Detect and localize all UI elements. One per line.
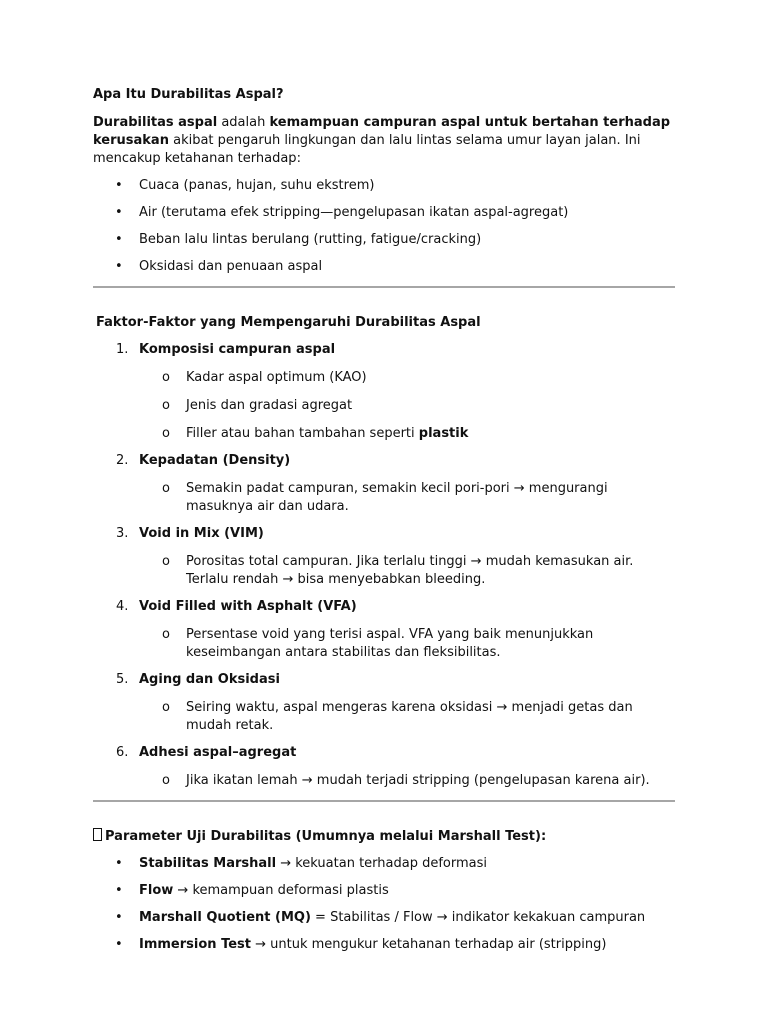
sub-item — [93, 480, 675, 516]
section-title-what-is-durability: Apa Itu Durabilitas Aspal? — [93, 87, 284, 102]
factor-sub-list — [93, 626, 675, 662]
list-item — [93, 231, 675, 249]
list-item — [93, 936, 675, 954]
param-name: Marshall Quotient (MQ) — [139, 910, 311, 925]
param-desc: → kemampuan deformasi plastis — [173, 883, 389, 898]
sub-item — [93, 425, 675, 443]
factor-title: Adhesi aspal–agregat — [139, 745, 297, 760]
factor-number: 3. — [116, 526, 129, 541]
factor-number: 4. — [116, 599, 129, 614]
sub-bullet-icon: o — [162, 426, 170, 441]
sub-item-text: Kadar aspal optimum (KAO) — [186, 370, 367, 385]
factor-sub-list — [93, 553, 675, 589]
list-item-text: Air (terutama efek stripping—pengelupasan ikatan aspal-agregat) — [139, 205, 569, 220]
intro-paragraph — [93, 114, 675, 168]
list-item-text: Beban lalu lintas berulang (rutting, fatigue/cracking) — [139, 232, 482, 247]
factors-list — [93, 341, 675, 790]
list-item — [93, 909, 675, 927]
sub-bullet-icon: o — [162, 481, 170, 496]
section-title-text: Parameter Uji Durabilitas (Umumnya melalui Marshall Test): — [105, 829, 547, 844]
param-name: Flow — [139, 883, 174, 898]
parameters-list — [93, 855, 675, 954]
section-title-parameters — [93, 828, 675, 846]
factor-title: Komposisi campuran aspal — [139, 342, 336, 357]
bullet-icon: • — [115, 232, 123, 247]
sub-bullet-icon: o — [162, 773, 170, 788]
sub-bullet-icon: o — [162, 554, 170, 569]
factor-title: Kepadatan (Density) — [139, 453, 291, 468]
sub-item-bold: plastik — [418, 426, 469, 441]
sub-bullet-icon: o — [162, 627, 170, 642]
factor-number: 5. — [116, 672, 129, 687]
param-desc: → untuk mengukur ketahanan terhadap air (stripping) — [250, 937, 607, 952]
sub-item-text: Filler atau bahan tambahan seperti — [186, 426, 419, 441]
sub-item-text: Jika ikatan lemah → mudah terjadi stripping (pengelupasan karena air). — [186, 773, 650, 788]
sub-item — [93, 369, 675, 387]
factor-item — [93, 341, 675, 443]
factor-item — [93, 525, 675, 589]
param-name: Immersion Test — [139, 937, 251, 952]
horizontal-divider — [93, 800, 675, 802]
intro-bold-definition: kemampuan campuran aspal untuk bertahan terhadap kerusakan — [93, 115, 671, 148]
list-item — [93, 204, 675, 222]
factor-number: 1. — [116, 342, 129, 357]
factor-sub-list — [93, 369, 675, 443]
sub-item — [93, 699, 675, 735]
sub-item — [93, 772, 675, 790]
bullet-icon: • — [115, 937, 123, 952]
list-item-text: Oksidasi dan penuaan aspal — [139, 259, 323, 274]
factor-item — [93, 744, 675, 790]
bullet-icon: • — [115, 883, 123, 898]
horizontal-divider — [93, 286, 675, 288]
factor-sub-list — [93, 772, 675, 790]
param-desc: = Stabilitas / Flow → indikator kekakuan campuran — [310, 910, 646, 925]
list-item — [93, 882, 675, 900]
section-title-factors: Faktor-Faktor yang Mempengaruhi Durabilitas Aspal — [96, 315, 481, 330]
sub-item-text: Semakin padat campuran, semakin kecil pori-pori → mengurangi masuknya air dan udara. — [186, 481, 608, 514]
factor-title: Void Filled with Asphalt (VFA) — [139, 599, 357, 614]
intro-text-1: adalah — [217, 115, 270, 130]
sub-item-text: Porositas total campuran. Jika terlalu tinggi → mudah kemasukan air. Terlalu rendah → bisa menyebabkan bleeding. — [186, 554, 634, 587]
param-desc: → kekuatan terhadap deformasi — [276, 856, 487, 871]
factor-sub-list — [93, 699, 675, 735]
factor-title: Aging dan Oksidasi — [139, 672, 280, 687]
missing-glyph-icon — [93, 828, 102, 841]
bullet-icon: • — [115, 910, 123, 925]
sub-item-text: Jenis dan gradasi agregat — [186, 398, 353, 413]
list-item — [93, 258, 675, 276]
factor-number: 2. — [116, 453, 129, 468]
sub-bullet-icon: o — [162, 700, 170, 715]
factor-title: Void in Mix (VIM) — [139, 526, 264, 541]
bullet-icon: • — [115, 178, 123, 193]
sub-item-text: Seiring waktu, aspal mengeras karena oksidasi → menjadi getas dan mudah retak. — [186, 700, 633, 733]
sub-item — [93, 626, 675, 662]
list-item-text: Cuaca (panas, hujan, suhu ekstrem) — [139, 178, 375, 193]
factor-item — [93, 598, 675, 662]
factor-sub-list — [93, 480, 675, 516]
sub-bullet-icon: o — [162, 398, 170, 413]
bullet-icon: • — [115, 856, 123, 871]
sub-item — [93, 553, 675, 589]
factor-item — [93, 452, 675, 516]
resistance-list — [93, 177, 675, 276]
sub-item — [93, 397, 675, 415]
param-name: Stabilitas Marshall — [139, 856, 277, 871]
factor-number: 6. — [116, 745, 129, 760]
bullet-icon: • — [115, 205, 123, 220]
intro-text-2: akibat pengaruh lingkungan dan lalu lintas selama umur layan jalan. Ini mencakup ketahanan terhadap: — [93, 133, 641, 166]
sub-bullet-icon: o — [162, 370, 170, 385]
list-item — [93, 177, 675, 195]
document-page — [93, 86, 675, 954]
bullet-icon: • — [115, 259, 123, 274]
factor-item — [93, 671, 675, 735]
list-item — [93, 855, 675, 873]
intro-bold-term: Durabilitas aspal — [93, 115, 218, 130]
sub-item-text: Persentase void yang terisi aspal. VFA yang baik menunjukkan keseimbangan antara stabilitas dan fleksibilitas. — [186, 627, 594, 660]
